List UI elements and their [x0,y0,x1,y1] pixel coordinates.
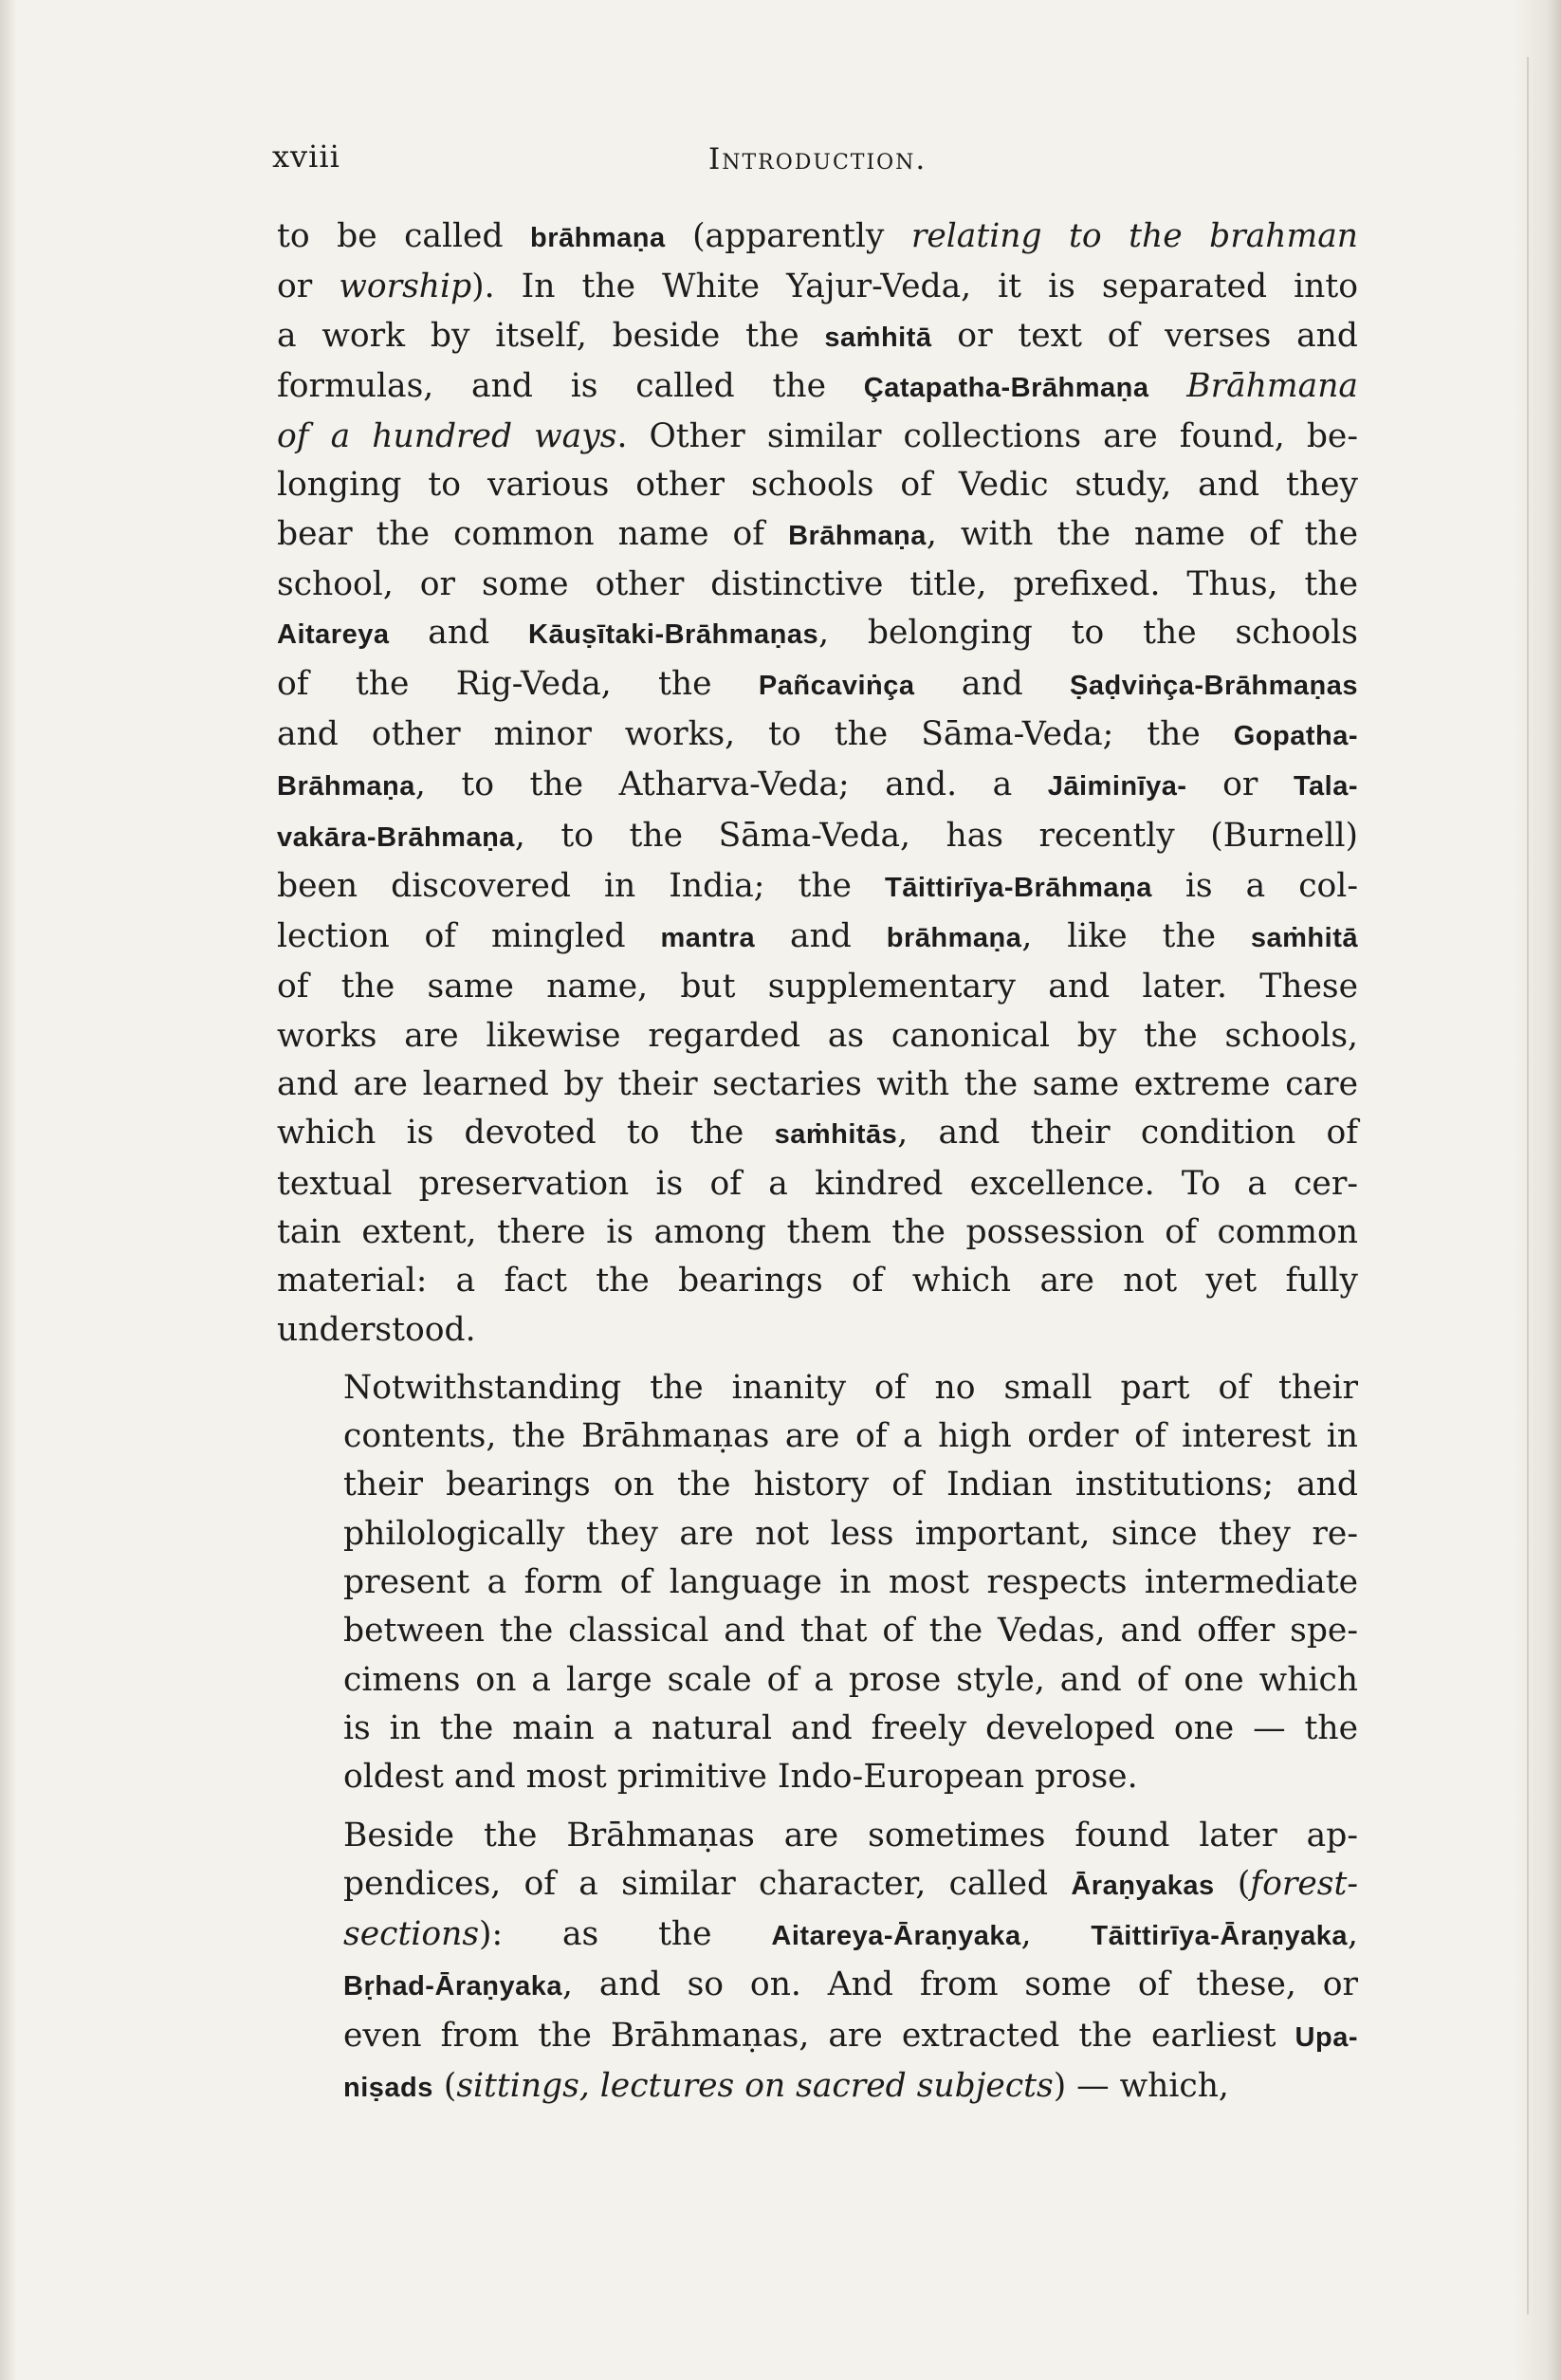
text-run: contents, the Brāhmaṇas are of a high order of interest in [343,1417,1358,1456]
body-text [277,212,1358,2112]
text-run: formulas, and is called the [277,366,864,405]
text-run: and other minor works, to the Sāma-Veda; the [277,714,1234,753]
text-line [277,710,1358,761]
text-line [277,2012,1358,2062]
italic-gloss: of a hundred ways [277,417,617,456]
text-run: or [1186,766,1294,804]
sanskrit-term: brāhmaṇa [886,923,1022,954]
text-run [1148,367,1186,405]
sanskrit-term: Aitareya [277,619,390,651]
text-line [277,862,1358,913]
sanskrit-term: saṁhitās [774,1119,898,1151]
sanskrit-term: saṁhitā [824,322,932,353]
text-run: and are learned by their sectaries with the same extreme care [277,1065,1358,1104]
text-line [277,1257,1358,1305]
italic-gloss: relating to the brahman [910,217,1358,255]
sanskrit-term: Aitareya-Āraṇyaka [771,1921,1021,1952]
text-line [277,812,1358,862]
text-line [277,312,1358,362]
text-run: between the classical and that of the Vedas, and offer spe- [343,1612,1358,1651]
text-run: , with the name of the [926,514,1358,553]
text-run: oldest and most primitive Indo-European prose. [343,1758,1138,1797]
text-line [277,609,1358,659]
italic-gloss: forest- [1250,1864,1358,1903]
text-run: longing to various other schools of Vedic study, and they [277,466,1358,505]
text-run: a work by itself, beside the [277,316,825,355]
text-line [277,1753,1358,1801]
text-run: or [277,268,340,306]
text-line [277,1860,1358,1910]
text-line [277,1812,1358,1860]
text-line [277,263,1358,311]
text-line [277,913,1358,963]
text-line [277,1559,1358,1607]
text-run: to be called [277,217,531,255]
italic-gloss: sittings, lectures on sacred subjects [456,2066,1054,2105]
sanskrit-term: Bṛhad-Āraṇyaka [343,1971,563,2002]
text-run: their bearings on the history of Indian institutions; and [343,1466,1358,1504]
sanskrit-term: Tala- [1293,771,1358,803]
text-run: is in the main a natural and freely developed one — the [343,1708,1358,1747]
sanskrit-term: Tāittirīya-Āraṇyaka [1091,1921,1349,1952]
text-line [277,1208,1358,1257]
text-run: , belonging to the schools [818,614,1358,653]
text-run: textual preservation is of a kindred excellence. To a cer- [277,1164,1358,1203]
page-header [272,138,1344,195]
text-run: . Other similar collections are found, be- [616,417,1358,456]
text-run: works are likewise regarded as canonical by the schools, [277,1016,1358,1055]
text-line [277,1961,1358,2011]
text-run: is a col- [1151,866,1358,905]
text-line [277,1412,1358,1461]
sanskrit-term: niṣads [343,2072,433,2103]
text-line [277,1061,1358,1109]
text-run: , to the Sāma-Veda, has recently (Burnell) [514,816,1358,855]
text-line [277,1012,1358,1061]
text-run: Notwithstanding the inanity of no small part of their [343,1368,1358,1407]
text-run: of the same name, but supplementary and later. These [277,968,1358,1006]
sanskrit-term: Āraṇyakas [1071,1870,1215,1901]
text-run: understood. [277,1310,476,1349]
text-line [277,1364,1358,1412]
sanskrit-term: Gopatha- [1233,720,1358,751]
text-line [277,1910,1358,1961]
sanskrit-term: Çatapatha-Brāhmaṇa [863,372,1149,403]
text-run: lection of mingled [277,917,661,956]
sanskrit-term: Brāhmaṇa [277,771,415,803]
text-run: been discovered in India; the [277,866,885,905]
text-run: , and their condition of [897,1114,1358,1153]
paragraph-2 [277,1364,1358,1802]
text-line [277,761,1358,811]
text-line [277,561,1358,609]
text-run: school, or some other distinctive title, prefixed. Thus, the [277,565,1358,604]
text-line [277,461,1358,509]
sanskrit-term: Tāittirīya-Brāhmaṇa [884,872,1152,903]
text-line [277,1656,1358,1705]
text-run: present a form of language in most respects intermediate [343,1563,1358,1602]
text-run: ( [1214,1864,1251,1903]
text-run: material: a fact the bearings of which are not yet fully [277,1262,1358,1301]
text-run: or text of verses and [931,316,1358,355]
text-run: philologically they are not less important, since they re- [343,1514,1358,1553]
text-line [277,413,1358,461]
text-line [277,1607,1358,1655]
text-run: and [755,917,887,956]
page-number: xviii [272,138,340,175]
text-line [277,963,1358,1011]
text-run: , [1020,1915,1092,1954]
text-line [277,1461,1358,1509]
text-run: , like the [1021,917,1251,956]
paragraph-3 [277,1812,1358,2113]
page-left-shadow [0,0,17,2380]
paragraph-1 [277,212,1358,1355]
text-run: of the Rig-Veda, the [277,664,759,703]
text-line [277,1306,1358,1355]
text-line [277,1510,1358,1559]
text-run: which is devoted to the [277,1114,775,1153]
text-run: even from the Brāhmaṇas, are extracted the earliest [343,2016,1295,2055]
text-run: ( [432,2066,457,2105]
text-line [277,1705,1358,1753]
italic-gloss: Brāhmana [1186,366,1358,405]
sanskrit-term: Kāuṣītaki-Brāhmaṇas [528,619,819,651]
text-run: pendices, of a similar character, called [343,1864,1072,1903]
text-run: (apparently [665,217,911,255]
text-line [277,2062,1358,2112]
text-line [277,660,1358,710]
text-line [277,1160,1358,1208]
text-run: ) — which, [1053,2066,1229,2105]
text-run: tain extent, there is among them the possession of common [277,1212,1358,1251]
sanskrit-term: brāhmaṇa [530,223,666,253]
sanskrit-term: Jāiminīya- [1047,771,1187,803]
page-right-fold [1527,57,1529,2315]
text-run: Beside the Brāhmaṇas are sometimes found later ap- [343,1816,1358,1854]
text-run: , [1348,1915,1358,1954]
text-run: and [914,664,1071,703]
running-head: Introduction. [708,142,927,176]
text-line [277,510,1358,561]
sanskrit-term: Ṣaḍviṅça-Brāhmaṇas [1070,670,1358,701]
italic-gloss: sections [343,1915,480,1954]
sanskrit-term: saṁhitā [1250,923,1358,954]
text-line [277,362,1358,413]
text-run: , to the Atharva-Veda; and. a [414,766,1048,804]
text-run: , and so on. And from some of these, or [562,1965,1358,2004]
text-run: bear the common name of [277,514,789,553]
text-run: and [389,614,529,653]
text-run: ). In the White Yajur-Veda, it is separated into [471,268,1359,306]
page-right-shadow [1514,0,1561,2380]
italic-gloss: worship [339,268,472,306]
sanskrit-term: Brāhmaṇa [788,520,927,551]
text-run: cimens on a large scale of a prose style, and of one which [343,1660,1358,1699]
sanskrit-term: mantra [660,923,756,954]
sanskrit-term: vakāra-Brāhmaṇa [277,821,515,853]
sanskrit-term: Upa- [1295,2021,1358,2053]
sanskrit-term: Pañcaviṅça [758,670,915,701]
text-line [277,1109,1358,1159]
text-run: ): as the [479,1915,772,1954]
text-line [277,212,1358,263]
